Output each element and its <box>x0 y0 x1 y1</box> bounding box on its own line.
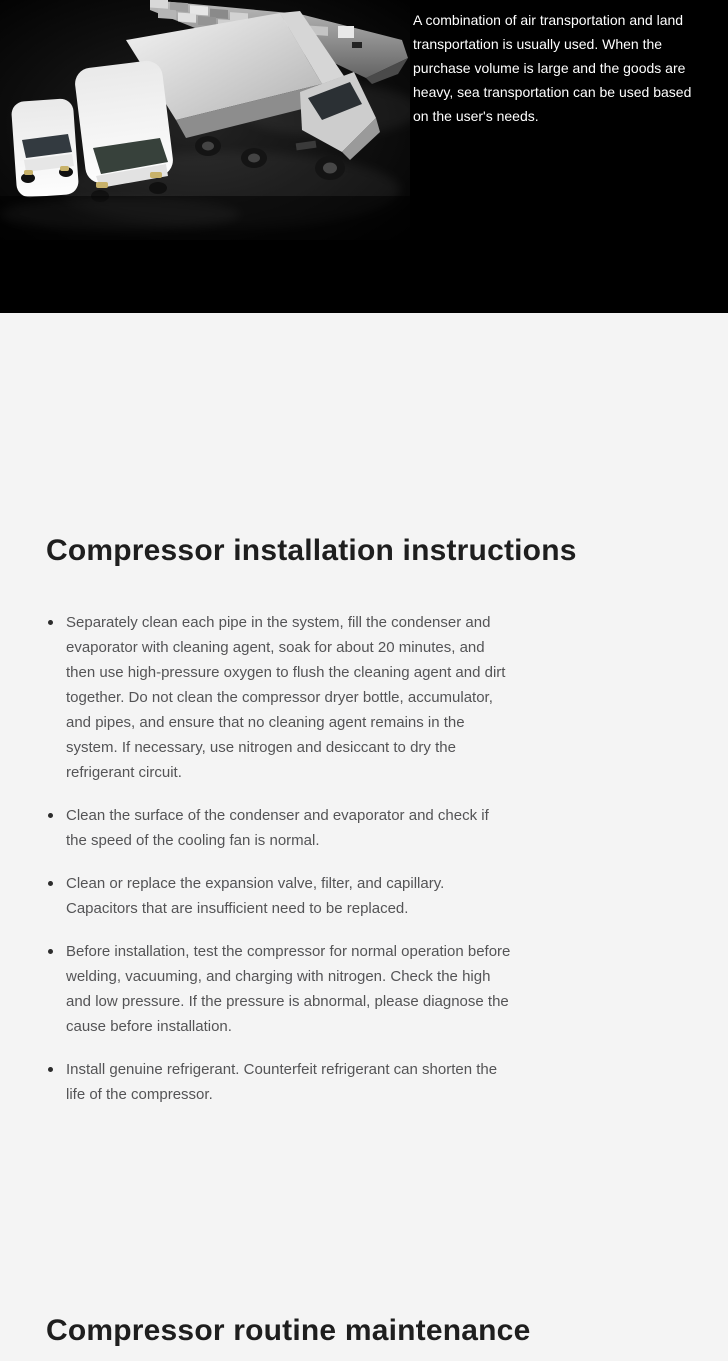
installation-bullet-item-2 <box>46 803 512 853</box>
bullet-dot-icon <box>48 813 53 818</box>
transport-fleet-photo <box>0 0 410 240</box>
maintenance-section-title: Compressor routine maintenance <box>46 1314 531 1347</box>
bullet-text: Separately clean each pipe in the system, fill the condenser and evaporator with cleaning agent, soak for about 20 minutes, and then use high-pressure oxygen to flush the cleaning agent and dirt together. Do not clean the compressor dryer bottle, accumulator, and pipes, and ensure that no cleaning agent remains in the system. If necessary, use nitrogen and desiccant to dry the refrigerant circuit. <box>66 614 506 781</box>
bullet-dot-icon <box>48 949 53 954</box>
transport-fleet-illustration <box>0 0 410 240</box>
installation-bullet-item-5 <box>46 1057 512 1107</box>
installation-bullet-list <box>46 610 512 1107</box>
installation-bullet-item-4 <box>46 939 512 1039</box>
installation-bullet-item-3 <box>46 871 512 921</box>
bullet-text: Clean or replace the expansion valve, filter, and capillary. Capacitors that are insufficient need to be replaced. <box>66 875 445 917</box>
installation-bullet-item-1 <box>46 610 512 785</box>
bullet-dot-icon <box>48 881 53 886</box>
bullet-text: Install genuine refrigerant. Counterfeit refrigerant can shorten the life of the compressor. <box>66 1061 498 1103</box>
bullet-dot-icon <box>48 620 53 625</box>
hero-section <box>0 0 728 313</box>
installation-section-title: Compressor installation instructions <box>46 534 577 567</box>
hero-caption-text: A combination of air transportation and land transportation is usually used. When the purchase volume is large and the goods are heavy, sea transportation can be used based on the user's needs. <box>413 12 692 124</box>
bullet-text: Clean the surface of the condenser and evaporator and check if the speed of the cooling fan is normal. <box>66 807 489 849</box>
bullet-text: Before installation, test the compressor for normal operation before welding, vacuuming, and charging with nitrogen. Check the high and low pressure. If the pressure is abnormal, please diagnose the cause before installation. <box>66 943 511 1035</box>
bullet-dot-icon <box>48 1067 53 1072</box>
mini-van-icon <box>11 98 80 198</box>
content-section <box>0 533 728 1348</box>
